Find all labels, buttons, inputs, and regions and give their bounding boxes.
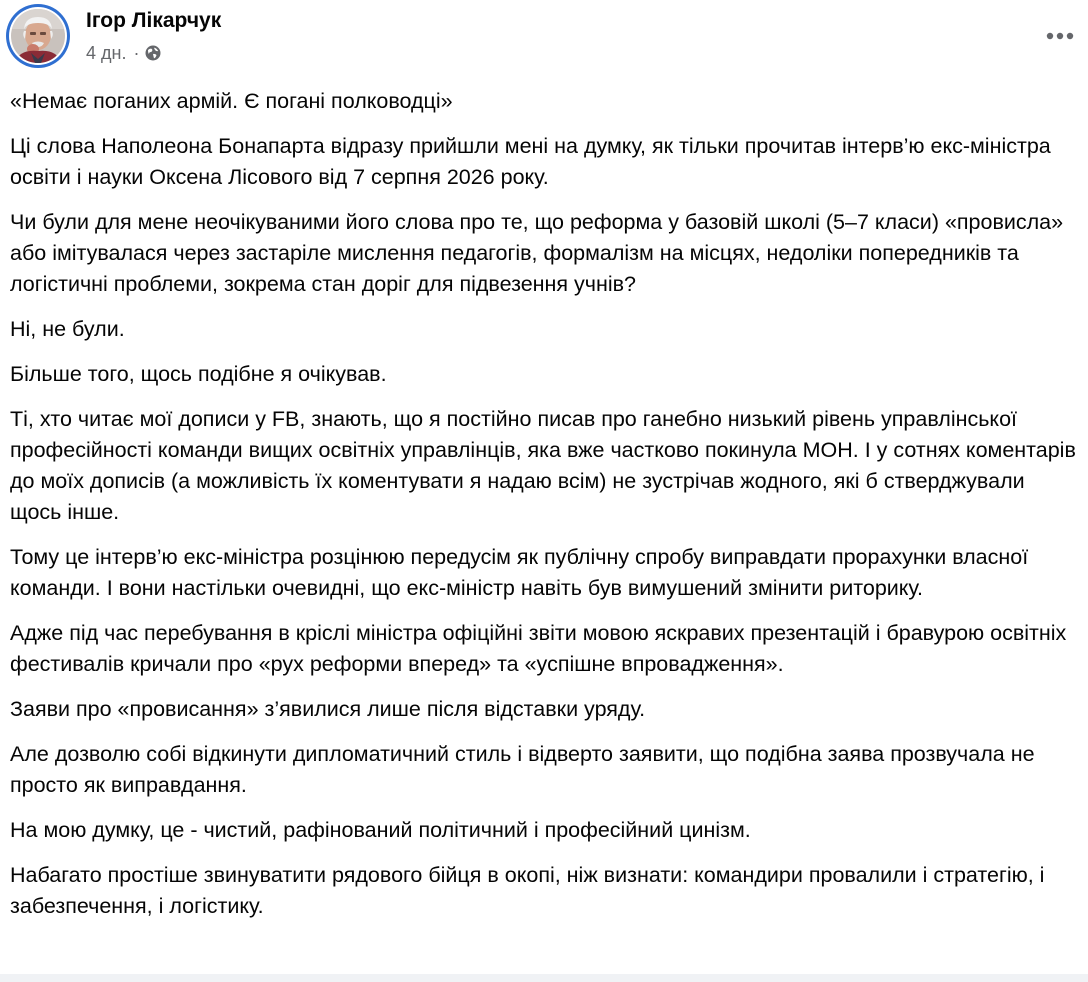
post-paragraph: Ті, хто читає мої дописи у FB, знають, що я постійно писав про ганебно низький рівень управлінської професійності команди вищих освітніх управлінців, яка вже частково покинула МОН. І у сотнях коментарів до моїх дописів (а можливість їх коментувати я надаю всім) не зустрічав жодного, які б стверджували щось інше. — [10, 407, 1076, 524]
post-text — [10, 86, 1080, 936]
post-paragraph: «Немає поганих армій. Є погані полководці» — [10, 89, 453, 113]
meta-separator: · — [133, 43, 140, 63]
post-meta — [86, 42, 161, 64]
post-time[interactable]: 4 дн. — [86, 43, 127, 63]
avatar-frame — [9, 7, 67, 65]
author-name[interactable]: Ігор Лікарчук — [86, 9, 222, 32]
post-paragraph: Ці слова Наполеона Бонапарта відразу прийшли мені на думку, як тільки прочитав інтерв’ю екс-міністра освіти і науки Оксена Лісового від 7 серпня 2026 року. — [10, 134, 1051, 189]
post-header — [0, 0, 1088, 80]
post-paragraph: Ні, не були. — [10, 317, 125, 341]
more-options-button[interactable] — [1040, 16, 1080, 56]
ellipsis-icon — [1046, 32, 1074, 40]
avatar[interactable] — [6, 4, 70, 68]
post-paragraph: Але дозволю собі відкинути дипломатичний стиль і відверто заявити, що подібна заява прозвучала не просто як виправдання. — [10, 742, 1035, 797]
post-paragraph: Тому це інтерв’ю екс-міністра розцінюю передусім як публічну спробу виправдати прорахунки власної команди. І вони настільки очевидні, що екс-міністр навіть був вимушений змінити риторику. — [10, 545, 1029, 600]
post-paragraph: На мою думку, це - чистий, рафінований політичний і професійний цинізм. — [10, 818, 751, 842]
post-paragraph: Чи були для мене неочікуваними його слова про те, що реформа у базовій школі (5–7 класи) «провисла» або імітувалася через застаріле мислення педагогів, формалізм на місцях, недоліки попередників та логістичні проблеми, зокрема стан доріг для підвезення учнів? — [10, 210, 1064, 296]
post-bottom-edge — [0, 974, 1088, 982]
post-paragraph: Заяви про «провисання» з’явилися лише після відставки уряду. — [10, 697, 646, 721]
post-paragraph: Набагато простіше звинуватити рядового бійця в окопі, ніж визнати: командири провалили і стратегію, і забезпечення, і логістику. — [10, 863, 1045, 918]
profile-photo-icon — [11, 9, 65, 63]
post-paragraph: Адже під час перебування в кріслі міністра офіційні звіти мовою яскравих презентацій і бравурою освітніх фестивалів кричали про «рух реформи вперед» та «успішне впровадження». — [10, 621, 1067, 676]
globe-icon[interactable] — [145, 45, 161, 61]
post-paragraph: Більше того, щось подібне я очікував. — [10, 362, 387, 386]
